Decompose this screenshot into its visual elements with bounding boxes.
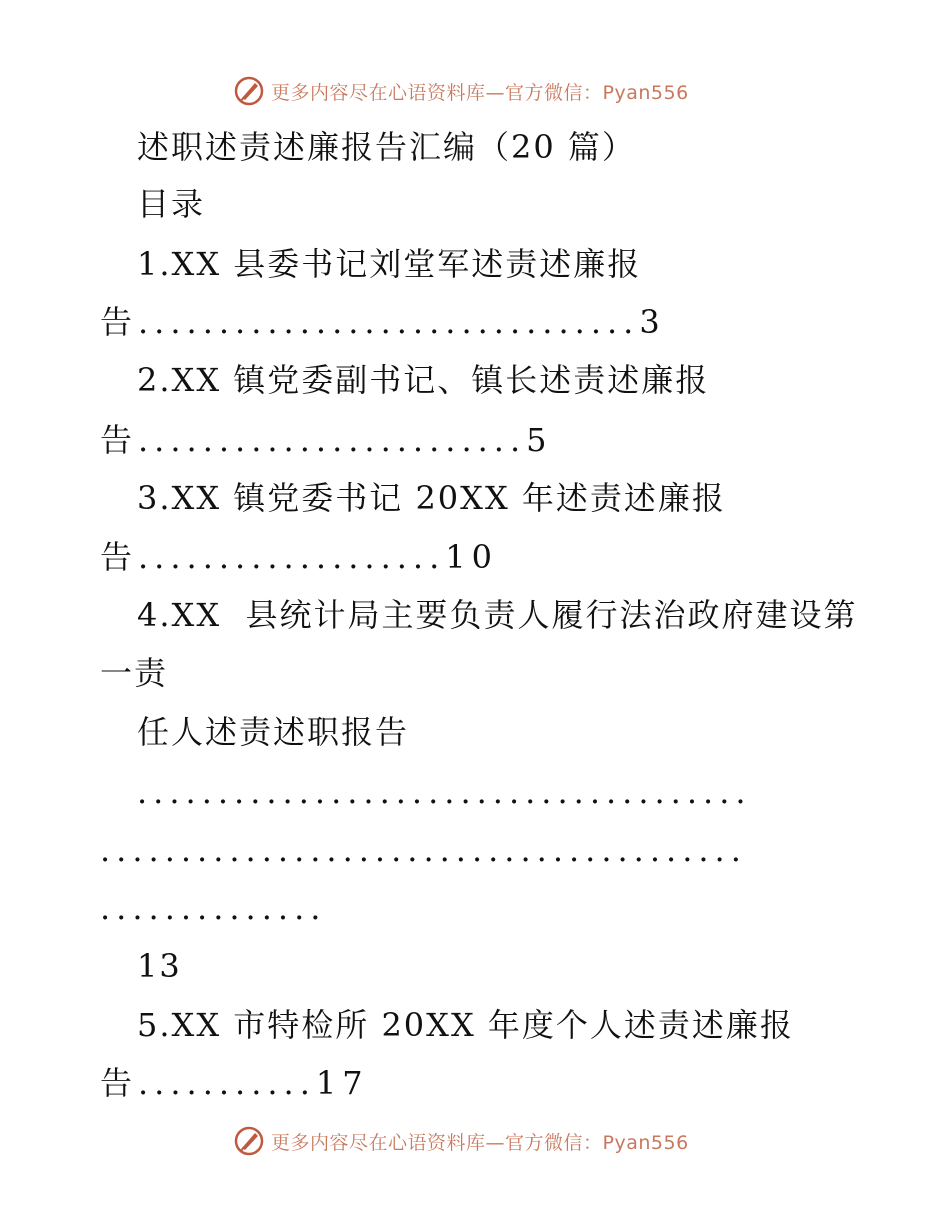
toc-heading: 目录 [137, 185, 206, 223]
watermark-text: 更多内容尽在心语资料库—官方微信：Pyan556 [271, 1131, 689, 1154]
toc-item-2-title[interactable]: 2.XX 镇党委副书记、镇长述责述廉报 [137, 361, 710, 399]
toc-item-3-title[interactable]: 3.XX 镇党委书记 20XX 年述责述廉报 [137, 479, 726, 517]
toc-item-4-leader-1: ...................................... [137, 773, 752, 811]
toc-item-2-page[interactable]: 告........................5 [100, 421, 553, 459]
toc-item-4-leader-3: .............. [100, 889, 327, 927]
toc-item-1-page[interactable]: 告...............................3 [100, 303, 666, 341]
toc-item-4-leader-2: ........................................ [100, 831, 747, 869]
toc-item-4-title-cont[interactable]: 一责 [100, 654, 169, 692]
toc-item-4-title[interactable]: 4.XX 县统计局主要负责人履行法治政府建设第 [137, 596, 858, 634]
toc-item-5-title[interactable]: 5.XX 市特检所 20XX 年度个人述责述廉报 [137, 1006, 794, 1044]
watermark-header [233, 74, 689, 108]
quill-pen-logo-icon [233, 1125, 265, 1157]
toc-item-3-page[interactable]: 告...................10 [100, 538, 498, 576]
document-title: 述职述责述廉报告汇编（20 篇） [137, 128, 636, 166]
toc-item-4-page[interactable]: 13 [137, 947, 182, 985]
toc-item-4-title-cont2[interactable]: 任人述责述职报告 [137, 713, 410, 751]
quill-pen-logo-icon [233, 75, 265, 107]
watermark-footer [233, 1124, 689, 1158]
toc-item-1-title[interactable]: 1.XX 县委书记刘堂军述责述廉报 [137, 245, 642, 283]
toc-item-5-page[interactable]: 告...........17 [100, 1064, 369, 1102]
watermark-text: 更多内容尽在心语资料库—官方微信：Pyan556 [271, 81, 689, 104]
